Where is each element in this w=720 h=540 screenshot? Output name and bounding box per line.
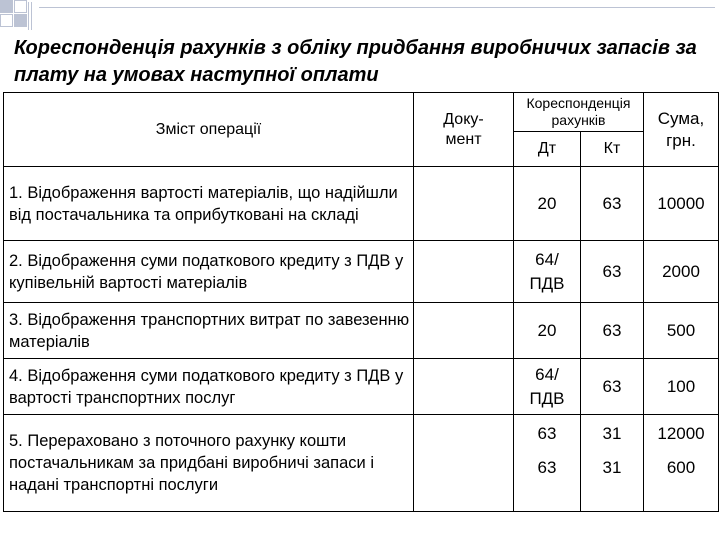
decorative-squares — [0, 0, 80, 35]
deco-stripes — [28, 2, 34, 30]
entry-credit: 31 — [602, 424, 622, 443]
row-amount: 10000 — [644, 167, 719, 241]
row-document — [414, 359, 514, 415]
header-content: Зміст операції — [4, 93, 414, 167]
row-content: 3. Відображення транспортних витрат по завезенню матеріалів — [4, 303, 414, 359]
row-content: 1. Відображення вартості матеріалів, що надійшли від постачальника та оприбутковані на складі — [4, 167, 414, 241]
deco-square-icon — [14, 0, 27, 13]
row-content: 4. Відображення суми податкового кредиту з ПДВ у вартості транспортних послуг — [4, 359, 414, 415]
entry-amount: 12000 — [657, 424, 705, 443]
row-document — [414, 241, 514, 303]
entry-credit: 31 — [602, 458, 622, 477]
row-amount — [644, 415, 719, 512]
header-credit: Кт — [581, 132, 644, 167]
row-debit: 20 — [514, 303, 581, 359]
table-row — [4, 303, 719, 359]
row-debit: 20 — [514, 167, 581, 241]
header-amount: Сума, грн. — [644, 93, 719, 167]
row-document — [414, 303, 514, 359]
row-debit: 64/ ПДВ — [514, 241, 581, 303]
table-row — [4, 415, 719, 512]
header-rule — [39, 7, 715, 8]
table-row — [4, 241, 719, 303]
row-debit — [514, 415, 581, 512]
row-content: 2. Відображення суми податкового кредиту з ПДВ у купівельній вартості матеріалів — [4, 241, 414, 303]
row-amount: 100 — [644, 359, 719, 415]
deco-square-icon — [0, 0, 13, 13]
entry-amount: 600 — [666, 458, 696, 477]
entry-debit: 63 — [537, 458, 557, 477]
row-document — [414, 415, 514, 512]
entry-debit: 63 — [537, 424, 557, 443]
row-debit: 64/ ПДВ — [514, 359, 581, 415]
row-credit: 63 — [581, 359, 644, 415]
correspondence-table — [3, 92, 719, 512]
table-row — [4, 167, 719, 241]
row-credit: 63 — [581, 241, 644, 303]
row-credit: 63 — [581, 167, 644, 241]
row-credit — [581, 415, 644, 512]
page-title: Кореспонденція рахунків з обліку придбання виробничих запасів за плату на умовах наступної оплати — [14, 37, 697, 86]
header-document: Доку- мент — [414, 93, 514, 167]
deco-square-icon — [14, 14, 27, 27]
row-amount: 500 — [644, 303, 719, 359]
row-credit: 63 — [581, 303, 644, 359]
row-amount: 2000 — [644, 241, 719, 303]
header-debit: Дт — [514, 132, 581, 167]
row-content: 5. Перераховано з поточного рахунку кошти постачальникам за придбані виробничі запаси і надані транспортні послуги — [4, 415, 414, 512]
table-row — [4, 359, 719, 415]
header-correspondence: Кореспонденція рахунків — [514, 93, 644, 132]
row-document — [414, 167, 514, 241]
deco-square-icon — [0, 14, 13, 27]
